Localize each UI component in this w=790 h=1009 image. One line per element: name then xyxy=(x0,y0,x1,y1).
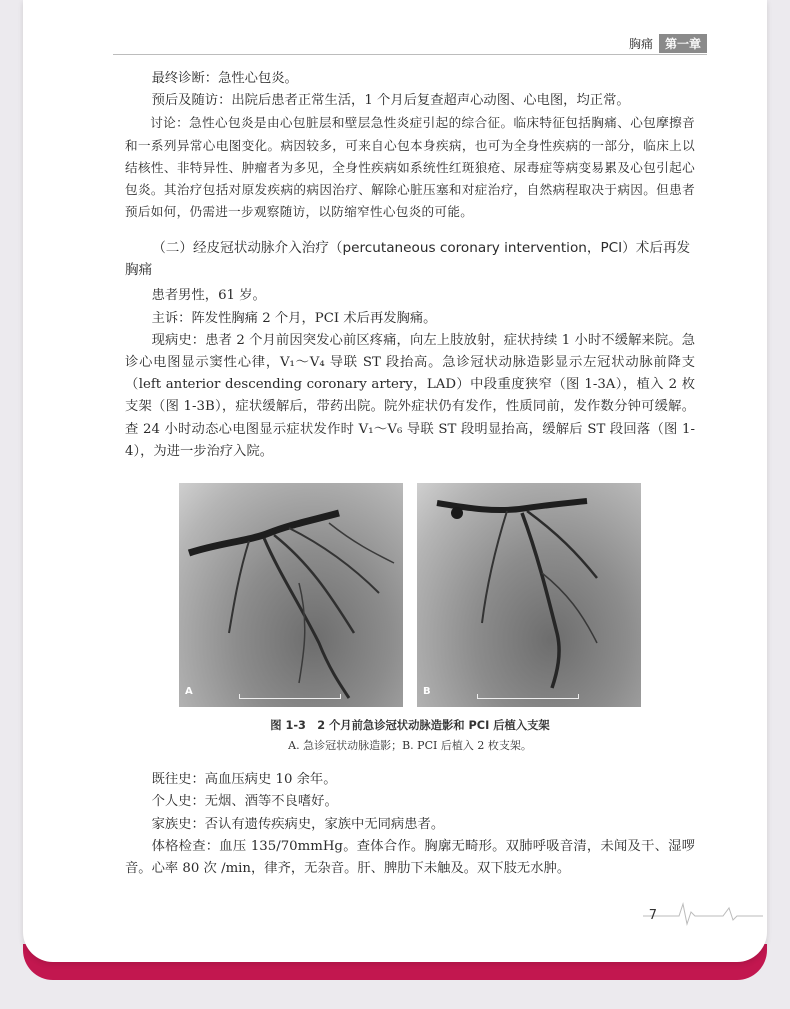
past-history: 既往史：高血压病史 10 余年。 xyxy=(151,772,337,788)
prognosis-followup: 预后及随访：出院后患者正常生活，1 个月后复查超声心动图、心电图，均正常。 xyxy=(151,93,630,109)
caption-title: 图 1-3 2 个月前急诊冠状动脉造影和 PCI 后植入支架 xyxy=(270,719,550,733)
personal-history: 个人史：无烟、酒等不良嗜好。 xyxy=(151,794,338,810)
discussion: 讨论：急性心包炎是由心包脏层和壁层急性炎症引起的综合征。临床特征包括胸痛、心包摩擦音和一系列异常心电图变化。病因较多，可来自心包本身疾病，也可为全身性疾病的一部分，临床上以结核性、非特异性、肿瘤者为多见，全身性疾病如系统性红斑狼疮、尿毒症等病变易累及心包引起心包炎。其治疗包括对原发疾病的病因治疗、解除心脏压塞和对症治疗，自然病程取决于病因。但患者预后如何，仍需进一步观察随访，以防缩窄性心包炎的可能。 xyxy=(125,115,695,220)
physical-exam: 体格检查：血压 135/70mmHg。查体合作。胸廓无畸形。双肺呼吸音清，未闻及干、湿啰音。心率 80 次 /min，律齐，无杂音。肝、脾肋下未触及。双下肢无水肿。 xyxy=(125,838,695,877)
header-rule xyxy=(113,54,707,55)
angiogram-panel-b xyxy=(417,483,641,707)
present-illness: 现病史：患者 2 个月前因突发心前区疼痛，向左上肢放射，症状持续 1 小时不缓解来院。急诊心电图显示窦性心律，V₁～V₄ 导联 ST 段抬高。急诊冠状动脉造影显示左冠状动脉前降支（left anterior descending coronary artery，LAD）中段重度狭窄（图 1-3A），植入 2 枚支架（图 1-3B），症状缓解后，带药出院。院外症状仍有发作，性质同前，发作数分钟可缓解。查 24 小时动态心电图显示症状发作时 V₁～V₆ 导联 ST 段明显抬高，缓解后 ST 段回落（图 1-4），为进一步治疗入院。 xyxy=(125,332,695,459)
figure-1-3 xyxy=(125,483,695,707)
family-history: 家族史：否认有遗传疾病史，家族中无同病患者。 xyxy=(151,816,445,832)
header-section: 胸痛 xyxy=(628,37,653,51)
page-content xyxy=(125,68,695,880)
scale-bar-b xyxy=(477,694,579,699)
scale-bar-a xyxy=(239,694,341,699)
panel-label-a: A xyxy=(185,685,193,697)
chief-complaint: 主诉：阵发性胸痛 2 个月，PCI 术后再发胸痛。 xyxy=(151,310,437,326)
running-header xyxy=(629,34,707,53)
caption-subtitle: A. 急诊冠状动脉造影；B. PCI 后植入 2 枚支架。 xyxy=(288,739,532,753)
ecg-decoration-icon xyxy=(643,898,763,928)
coronary-vessels-a xyxy=(179,483,403,707)
final-diagnosis: 最终诊断：急性心包炎。 xyxy=(151,71,298,86)
patient-info: 患者男性，61 岁。 xyxy=(151,288,266,304)
figure-caption xyxy=(125,715,695,755)
page-number: 7 xyxy=(648,908,657,923)
coronary-vessels-b xyxy=(417,483,641,707)
panel-label-b: B xyxy=(423,685,431,697)
angiogram-panel-a xyxy=(179,483,403,707)
section-heading: （二）经皮冠状动脉介入治疗（percutaneous coronary intervention，PCI）术后再发胸痛 xyxy=(125,240,691,279)
book-page xyxy=(23,0,767,962)
header-chapter-tag: 第一章 xyxy=(659,34,707,53)
